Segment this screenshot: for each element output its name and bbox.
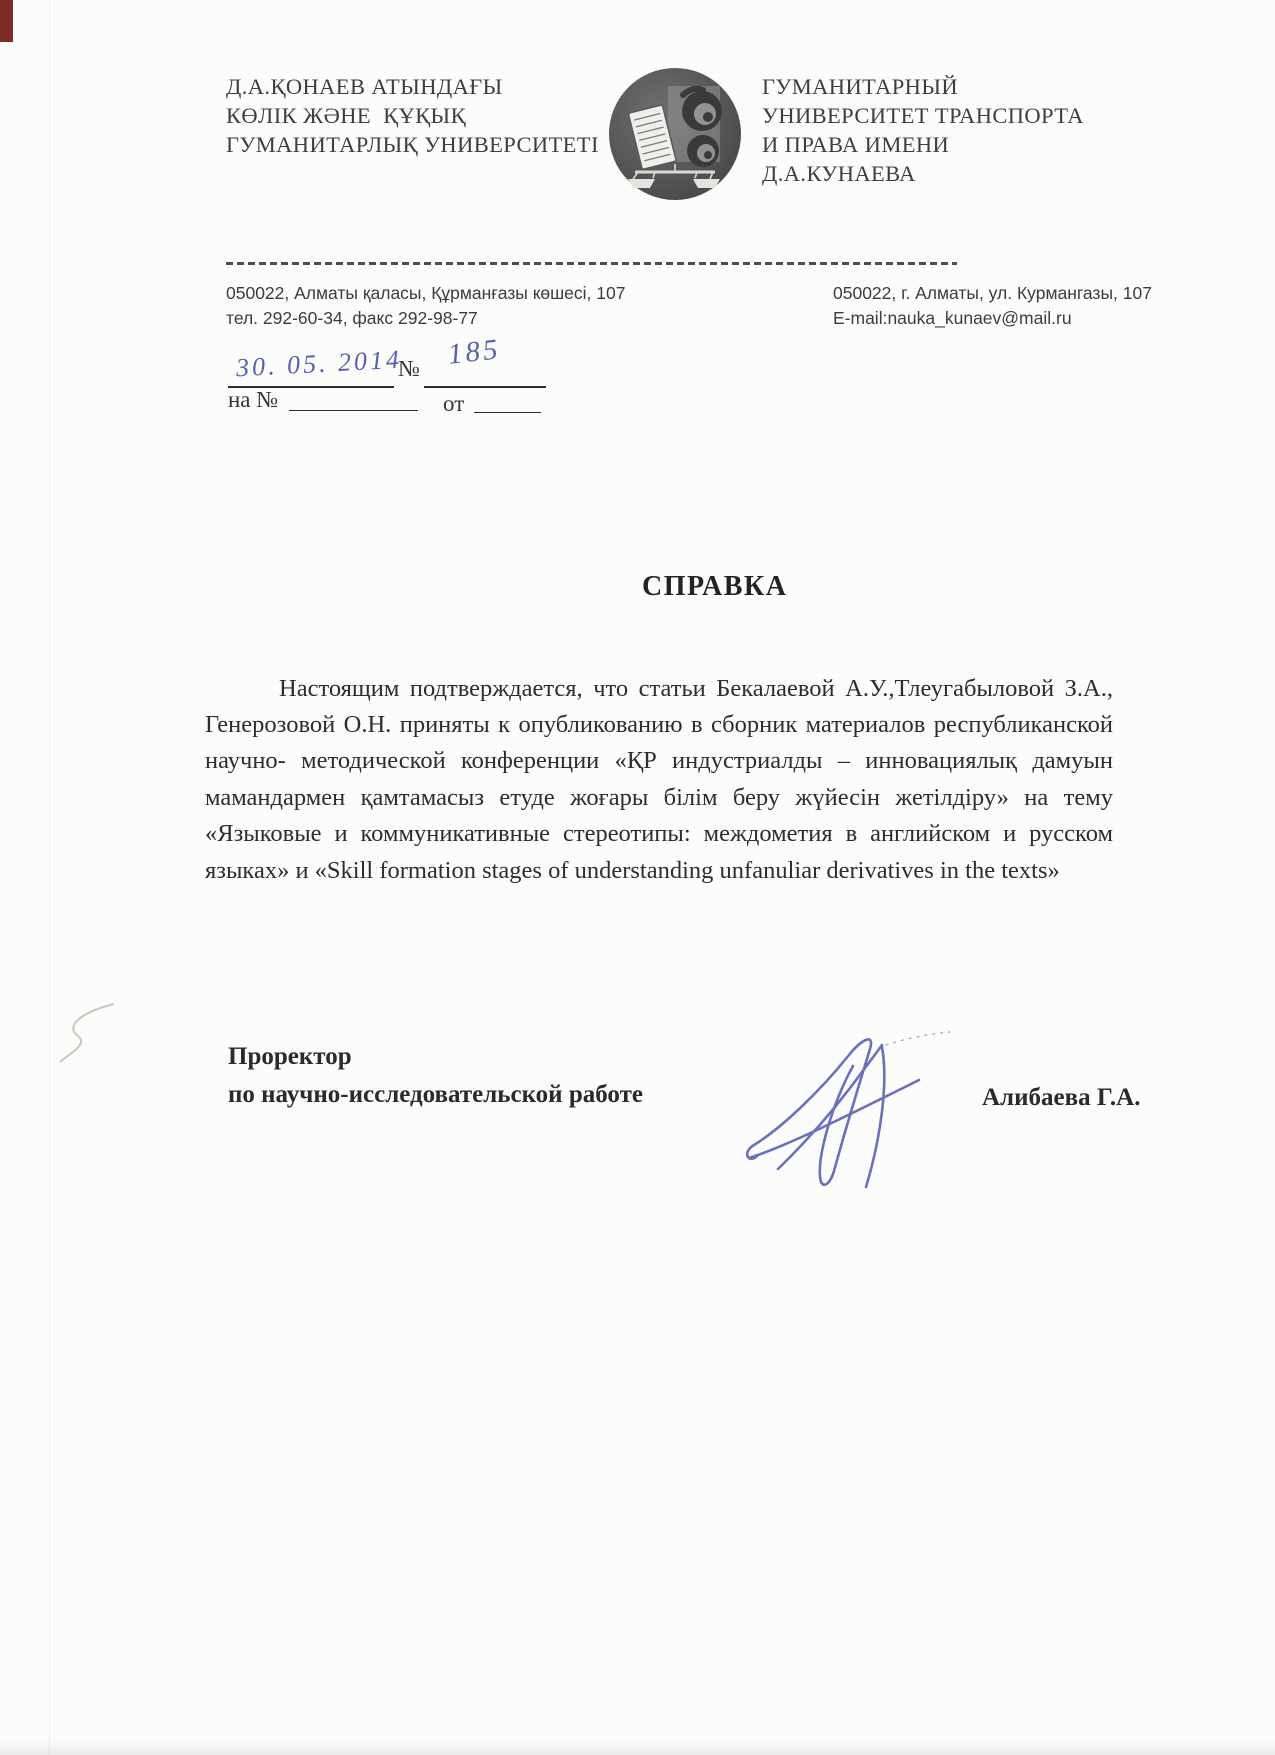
org-name-russian-line4: Д.А.КУНАЕВА bbox=[762, 161, 916, 186]
handwritten-date: 30. 05. 2014 bbox=[235, 344, 403, 383]
number-sign: № bbox=[398, 356, 420, 381]
signer-role-line1: Проректор bbox=[228, 1043, 352, 1070]
contact-block-russian bbox=[833, 281, 1152, 331]
org-name-russian-line3: И ПРАВА ИМЕНИ bbox=[762, 132, 950, 157]
reply-date-underline bbox=[474, 390, 541, 413]
address-kazakh: 050022, Алматы қаласы, Құрманғазы көшесі, 107 bbox=[226, 283, 626, 303]
signer-role bbox=[228, 1038, 643, 1114]
body-paragraph: Настоящим подтверждается, что статьи Бекалаевой А.У.,Тлеугабыловой З.А., Генерозовой О.Н. приняты к опубликованию в сборник материалов республиканской научно- методической конференции «ҚР индустриалды – инновациялық дамуын мамандармен қамтамасыз етуде жоғары білім беру жүйесін жетілдіру» на тему «Языковые и коммуникативные стереотипы: междометия в английском и русском языках» и «Skill formation stages of understanding unfanuliar derivatives in the texts» bbox=[205, 674, 1113, 884]
reply-number-underline bbox=[289, 388, 418, 411]
signer-role-line2: по научно-исследовательской работе bbox=[228, 1081, 643, 1108]
handwritten-signature bbox=[735, 1006, 955, 1196]
org-name-russian-line2: УНИВЕРСИТЕТ ТРАНСПОРТА bbox=[762, 103, 1084, 128]
org-name-kazakh-line3: ГУМАНИТАРЛЫҚ УНИВЕРСИТЕТІ bbox=[226, 132, 599, 157]
contact-block-kazakh bbox=[226, 281, 625, 331]
pencil-scribble-artifact bbox=[52, 998, 124, 1080]
org-name-kazakh-line2: КӨЛІК ЖӘНЕ ҚҰҚЫҚ bbox=[226, 103, 466, 128]
email: E-mail:nauka_kunaev@mail.ru bbox=[833, 308, 1072, 328]
phone-fax: тел. 292-60-34, факс 292-98-77 bbox=[226, 308, 478, 328]
org-name-kazakh-line1: Д.А.ҚОНАЕВ АТЫНДАҒЫ bbox=[226, 74, 503, 99]
emblem-book-scales-icon bbox=[605, 64, 745, 204]
org-name-kazakh bbox=[226, 72, 599, 159]
org-name-russian bbox=[762, 72, 1084, 188]
reply-from-label: от bbox=[443, 391, 465, 416]
university-logo bbox=[605, 64, 745, 204]
handwritten-number: 185 bbox=[446, 333, 502, 371]
document-title: СПРАВКА bbox=[642, 571, 788, 602]
signature-ink-icon bbox=[735, 1006, 955, 1196]
dashed-divider bbox=[226, 262, 957, 265]
signer-name: Алибаева Г.А. bbox=[982, 1084, 1141, 1111]
scan-corner-artifact bbox=[0, 0, 13, 42]
org-name-russian-line1: ГУМАНИТАРНЫЙ bbox=[762, 74, 958, 99]
reply-prefix-label: на № bbox=[228, 387, 279, 412]
address-russian: 050022, г. Алматы, ул. Курмангазы, 107 bbox=[833, 283, 1152, 303]
